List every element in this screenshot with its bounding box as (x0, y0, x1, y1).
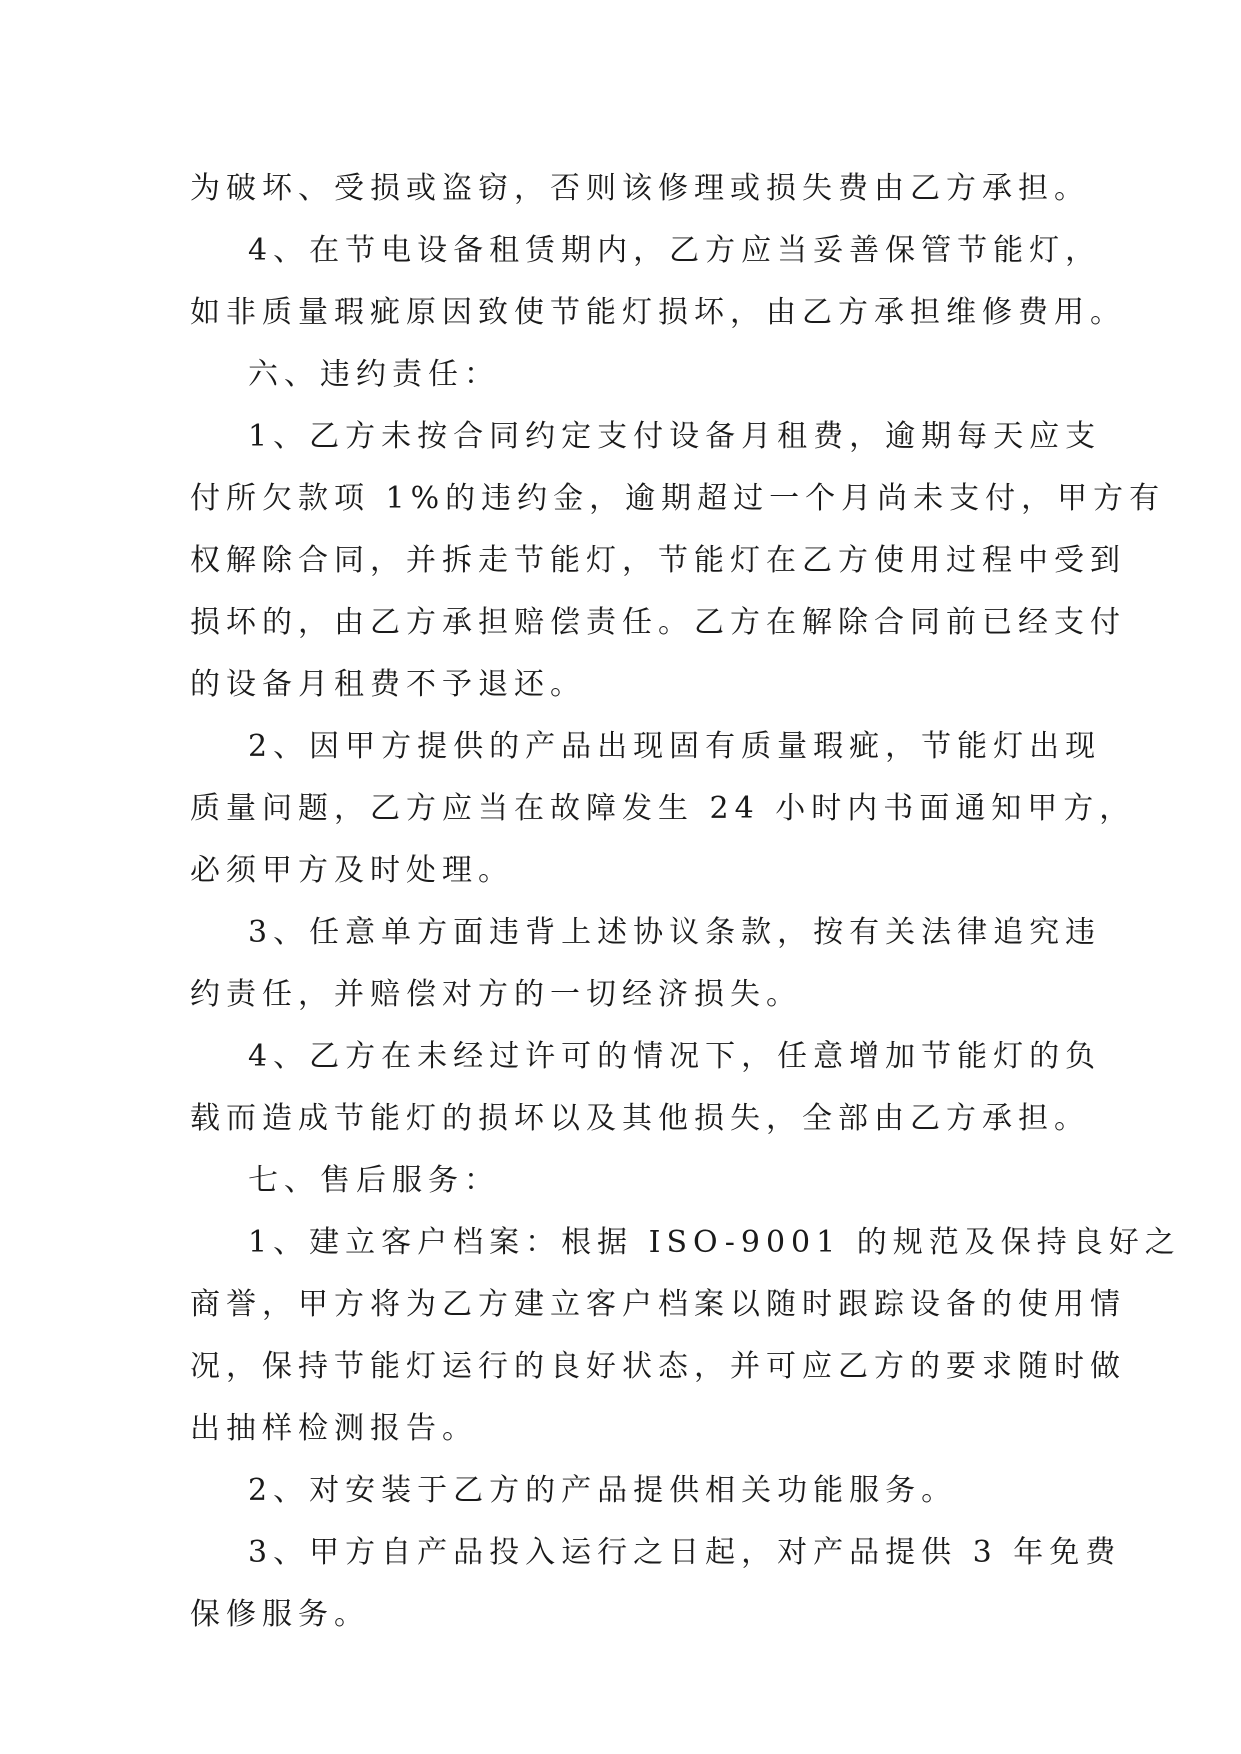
text-line: 保修服务。 (190, 1597, 370, 1632)
text-line: 出抽样检测报告。 (190, 1411, 478, 1446)
text-line: 2、对安装于乙方的产品提供相关功能服务。 (248, 1473, 958, 1508)
section-heading-breach-liability: 六、违约责任： (248, 357, 500, 392)
text-line: 损坏的，由乙方承担赔偿责任。乙方在解除合同前已经支付 (190, 605, 1126, 640)
text-line: 为破坏、受损或盗窃，否则该修理或损失费由乙方承担。 (190, 171, 1090, 206)
text-line: 权解除合同，并拆走节能灯，节能灯在乙方使用过程中受到 (190, 543, 1126, 578)
text-line: 载而造成节能灯的损坏以及其他损失，全部由乙方承担。 (190, 1101, 1090, 1136)
text-line: 3、任意单方面违背上述协议条款，按有关法律追究违 (248, 915, 1102, 950)
text-line: 4、在节电设备租赁期内，乙方应当妥善保管节能灯， (248, 233, 1102, 268)
text-line: 如非质量瑕疵原因致使节能灯损坏，由乙方承担维修费用。 (190, 295, 1126, 330)
text-line: 3、甲方自产品投入运行之日起，对产品提供 3 年免费 (248, 1535, 1122, 1570)
text-line: 1、乙方未按合同约定支付设备月租费，逾期每天应支 (248, 419, 1102, 454)
section-heading-after-sales-service: 七、售后服务： (248, 1163, 500, 1198)
text-line: 质量问题，乙方应当在故障发生 24 小时内书面通知甲方， (190, 791, 1136, 826)
text-line: 商誉，甲方将为乙方建立客户档案以随时跟踪设备的使用情 (190, 1287, 1126, 1322)
text-line: 1、建立客户档案：根据 ISO-9001 的规范及保持良好之 (248, 1225, 1181, 1260)
text-line: 的设备月租费不予退还。 (190, 667, 586, 702)
text-line: 必须甲方及时处理。 (190, 853, 514, 888)
text-line: 付所欠款项 1%的违约金，逾期超过一个月尚未支付，甲方有 (190, 481, 1166, 516)
document-body (190, 158, 1181, 1646)
text-line: 约责任，并赔偿对方的一切经济损失。 (190, 977, 802, 1012)
text-line: 4、乙方在未经过许可的情况下，任意增加节能灯的负 (248, 1039, 1102, 1074)
text-line: 2、因甲方提供的产品出现固有质量瑕疵，节能灯出现 (248, 729, 1102, 764)
text-line: 况，保持节能灯运行的良好状态，并可应乙方的要求随时做 (190, 1349, 1126, 1384)
